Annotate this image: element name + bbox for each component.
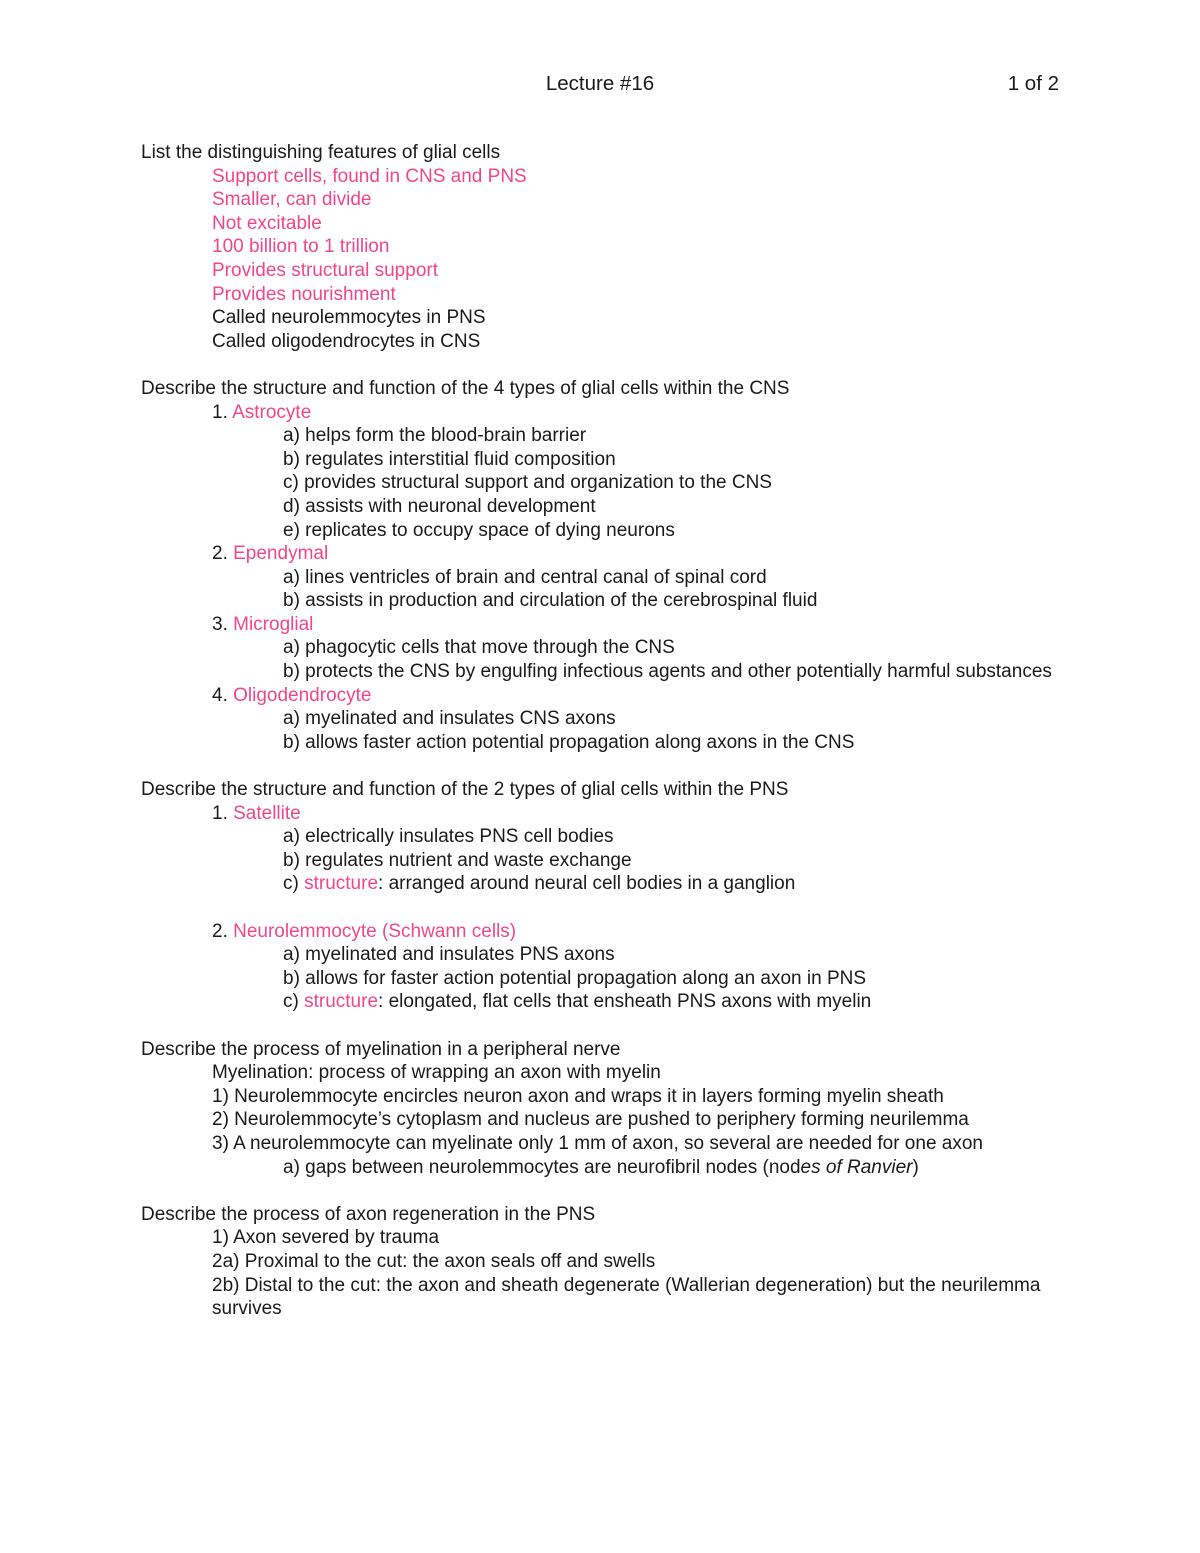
glia-type-neurolemmocyte bbox=[141, 920, 1080, 944]
substep-close: ) bbox=[912, 1156, 919, 1178]
glia-detail: a) electrically insulates PNS cell bodies bbox=[283, 826, 614, 848]
detail-prefix: c) bbox=[283, 991, 305, 1013]
glia-detail: b) protects the CNS by engulfing infectious agents and other potentially harmful substances bbox=[283, 661, 1052, 683]
glia-detail: a) helps form the blood-brain barrier bbox=[283, 425, 587, 447]
glia-detail: b) regulates interstitial fluid composition bbox=[283, 448, 616, 470]
glia-detail: e) replicates to occupy space of dying neurons bbox=[283, 519, 675, 541]
substep-text: a) gaps between neurolemmocytes are neurofibril nodes (nod bbox=[283, 1156, 801, 1178]
section-heading-pns-glia: Describe the structure and function of the 2 types of glial cells within the PNS bbox=[141, 779, 789, 801]
section-heading-cns-glia: Describe the structure and function of the 4 types of glial cells within the CNS bbox=[141, 377, 790, 399]
detail-text: : arranged around neural cell bodies in a ganglion bbox=[378, 873, 796, 895]
feature-item: Not excitable bbox=[212, 212, 322, 234]
list-number: 4. bbox=[212, 684, 234, 706]
glia-type-astrocyte bbox=[141, 401, 1080, 425]
detail-prefix: c) bbox=[283, 873, 305, 895]
list-number: 1. bbox=[212, 802, 234, 824]
glia-type-name: Oligodendrocyte bbox=[233, 684, 372, 706]
list-number: 1. bbox=[212, 401, 233, 423]
section-heading-regeneration: Describe the process of axon regeneration in the PNS bbox=[141, 1203, 596, 1225]
glia-type-name: Satellite bbox=[233, 802, 301, 824]
glia-type-name: Microglial bbox=[233, 613, 314, 635]
feature-item: Provides structural support bbox=[212, 259, 438, 281]
feature-item: Smaller, can divide bbox=[212, 189, 372, 211]
myelination-step: 3) A neurolemmocyte can myelinate only 1 mm of axon, so several are needed for one axon bbox=[212, 1132, 983, 1154]
lecture-title: Lecture #16 bbox=[545, 72, 655, 95]
glia-detail: c) provides structural support and organization to the CNS bbox=[283, 472, 772, 494]
glia-type-name: Ependymal bbox=[233, 543, 329, 565]
list-number: 2. bbox=[212, 920, 234, 942]
glia-type-name: Neurolemmocyte (Schwann cells) bbox=[233, 920, 517, 942]
glia-type-name: Astrocyte bbox=[232, 401, 312, 423]
regeneration-step: 2b) Distal to the cut: the axon and sheath degenerate (Wallerian degeneration) but the neurilemma survives bbox=[212, 1274, 1046, 1320]
section-heading-glial-features: List the distinguishing features of glial cells bbox=[141, 142, 501, 163]
glia-detail: d) assists with neuronal development bbox=[283, 495, 596, 517]
myelination-substep bbox=[141, 1156, 1080, 1180]
glia-detail: a) lines ventricles of brain and central canal of spinal cord bbox=[283, 566, 767, 588]
glia-detail: a) phagocytic cells that move through the CNS bbox=[283, 637, 675, 659]
myelination-step: Myelination: process of wrapping an axon with myelin bbox=[212, 1062, 661, 1084]
feature-item: 100 billion to 1 trillion bbox=[212, 236, 390, 258]
page-number: 1 of 2 bbox=[1007, 72, 1059, 95]
myelination-step: 2) Neurolemmocyte’s cytoplasm and nucleus are pushed to periphery forming neurilemma bbox=[212, 1109, 969, 1131]
list-number: 2. bbox=[212, 543, 234, 565]
glia-detail: b) allows faster action potential propagation along axons in the CNS bbox=[283, 731, 855, 753]
document-body bbox=[141, 141, 1080, 1321]
glia-type-satellite bbox=[141, 802, 1080, 826]
regeneration-step: 2a) Proximal to the cut: the axon seals off and swells bbox=[212, 1250, 656, 1272]
list-number: 3. bbox=[212, 613, 234, 635]
detail-text: : elongated, flat cells that ensheath PNS axons with myelin bbox=[378, 991, 872, 1013]
page-header bbox=[0, 72, 1200, 100]
feature-item: Support cells, found in CNS and PNS bbox=[212, 165, 527, 187]
myelination-step: 1) Neurolemmocyte encircles neuron axon and wraps it in layers forming myelin sheath bbox=[212, 1085, 944, 1107]
section-heading-myelination: Describe the process of myelination in a peripheral nerve bbox=[141, 1038, 621, 1060]
glia-type-ependymal bbox=[141, 542, 1080, 566]
glia-type-oligodendrocyte bbox=[141, 684, 1080, 708]
structure-label: structure bbox=[304, 873, 379, 895]
regeneration-step: 1) Axon severed by trauma bbox=[212, 1227, 440, 1249]
feature-item: Called neurolemmocytes in PNS bbox=[212, 307, 486, 329]
ranvier-term: es of Ranvier bbox=[800, 1156, 913, 1178]
glia-detail: b) regulates nutrient and waste exchange bbox=[283, 849, 632, 871]
structure-label: structure bbox=[304, 991, 379, 1013]
glia-detail: a) myelinated and insulates CNS axons bbox=[283, 708, 616, 730]
glia-type-microglial bbox=[141, 613, 1080, 637]
glia-detail: b) assists in production and circulation of the cerebrospinal fluid bbox=[283, 590, 818, 612]
glia-detail: b) allows for faster action potential propagation along an axon in PNS bbox=[283, 967, 867, 989]
glia-detail bbox=[141, 990, 1080, 1014]
feature-item: Called oligodendrocytes in CNS bbox=[212, 330, 481, 352]
glia-detail: a) myelinated and insulates PNS axons bbox=[283, 944, 615, 966]
glia-detail bbox=[141, 872, 1080, 896]
feature-item: Provides nourishment bbox=[212, 283, 396, 305]
